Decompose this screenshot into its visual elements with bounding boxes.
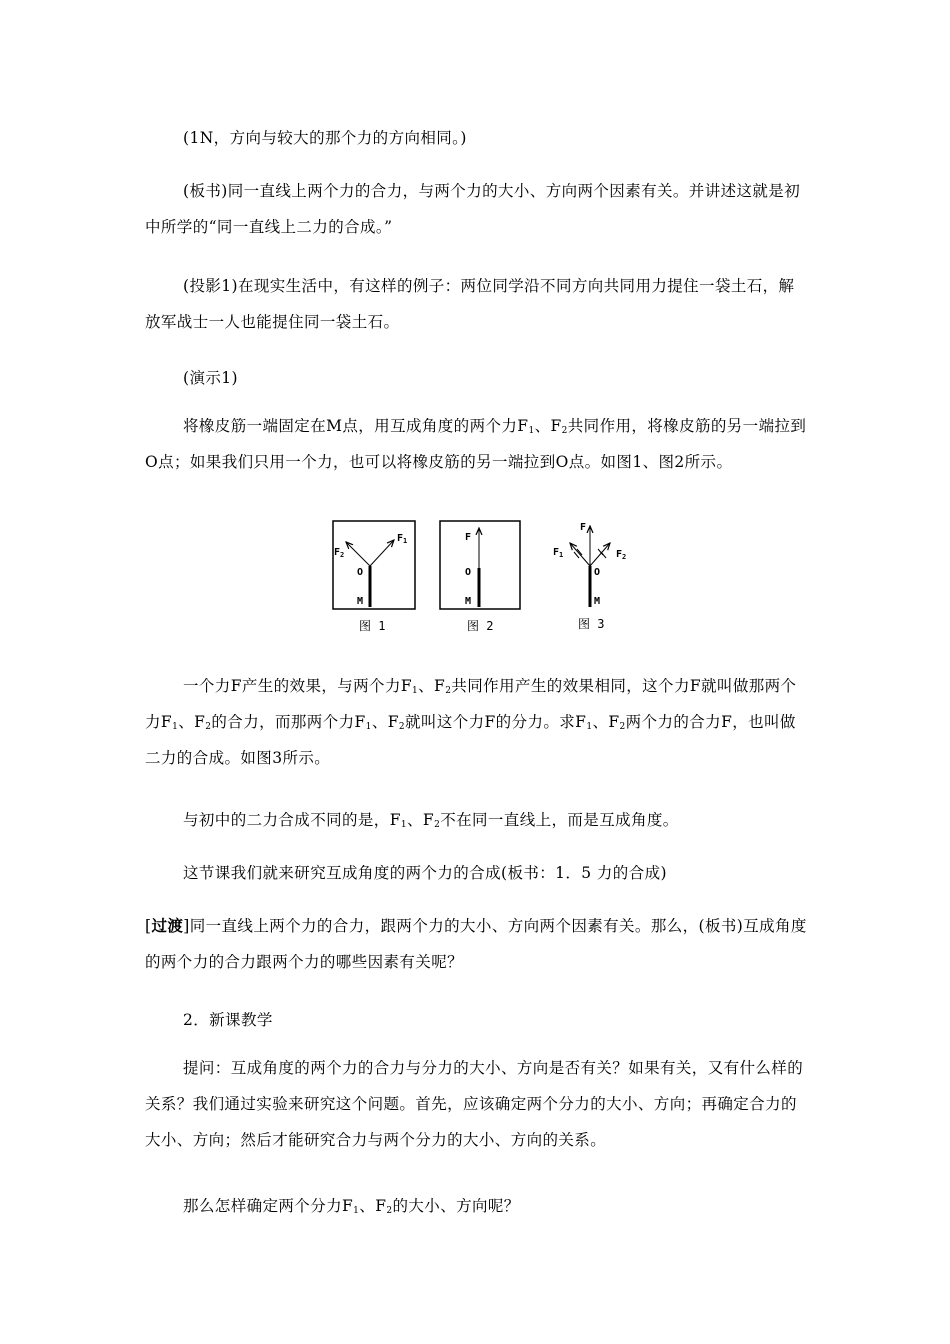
- label-m: M: [594, 596, 601, 607]
- figure-3-caption: 图 3: [578, 617, 605, 631]
- figure-2: [440, 521, 520, 633]
- paragraph-answer: (1N，方向与较大的那个力的方向相同。): [183, 129, 467, 147]
- svg-text:F1: $F_1$: [397, 533, 408, 545]
- label-f1: F: [397, 533, 404, 544]
- figure-1-caption: 图 1: [359, 619, 386, 633]
- paragraph-transition: [过渡]同一直线上两个力的合力，跟两个力的大小、方向两个因素有关。那么，(板书)互成角度的两个力的合力跟两个力的哪些因素有关呢？: [145, 916, 807, 971]
- transition-label: 过渡: [151, 916, 184, 935]
- label-f1: F: [553, 547, 560, 558]
- figure-1: [333, 521, 415, 633]
- paragraph-question: 提问：互成角度的两个力的合力与分力的大小、方向是否有关？如果有关，又有什么样的关系？我们通过实验来研究这个问题。首先，应该确定两个分力的大小、方向；再确定合力的大小、方向；然后才能研究合力与两个分力的大小、方向的关系。: [145, 1059, 804, 1149]
- paragraph-demo-label: (演示1): [183, 369, 238, 387]
- label-f: F: [465, 532, 472, 543]
- label-f2: F: [334, 547, 341, 558]
- paragraph-difference: 与初中的二力合成不同的是，$F_1$、$F_2$不在同一直线上，而是互成角度。: [183, 811, 679, 830]
- svg-text:F2: $F_2$: [616, 549, 627, 561]
- force-arrow-f2: [346, 542, 370, 566]
- force-arrow-f1: [570, 543, 590, 566]
- label-f: F: [580, 522, 587, 533]
- paragraph-lesson-topic: 这节课我们就来研究互成角度的两个力的合成(板书：1．5 力的合成): [183, 864, 667, 882]
- paragraph-projection: (投影1)在现实生活中，有这样的例子：两位同学沿不同方向共同用力提住一袋土石，解放军战士一人也能提住同一袋土石。: [145, 277, 795, 331]
- label-o: O: [465, 567, 472, 578]
- label-m: M: [357, 596, 364, 607]
- label-o: O: [357, 567, 364, 578]
- force-figures: [326, 518, 636, 638]
- paragraph-closing-question: 那么怎样确定两个分力$F_1$、$F_2$的大小、方向呢？: [183, 1197, 520, 1216]
- tick-mark: [601, 552, 606, 558]
- paragraph-resultant-definition: 一个力F产生的效果，与两个力$F_1$、$F_2$共同作用产生的效果相同，这个力F就叫做那两个力$F_1$、$F_2$的合力，而那两个力$F_1$、$F_2$就叫这个力F的分力。求$F_1$、$F_2$两个力的合力F，也叫做二力的合成。如图3所示。: [145, 677, 797, 767]
- paragraph-board-note: (板书)同一直线上两个力的合力，与两个力的大小、方向两个因素有关。并讲述这就是初中所学的“同一直线上二力的合成。”: [145, 182, 801, 236]
- label-o: O: [594, 567, 601, 578]
- label-m: M: [465, 596, 472, 607]
- section-heading-new-lesson: 2．新课教学: [183, 1011, 273, 1029]
- svg-text:F1: $F_1$: [553, 547, 564, 559]
- label-f2: F: [616, 549, 623, 560]
- paragraph-demo-description: 将橡皮筋一端固定在M点，用互成角度的两个力$F_1$、$F_2$共同作用，将橡皮筋的另一端拉到O点；如果我们只用一个力，也可以将橡皮筋的另一端拉到O点。如图1、图2所示。: [145, 417, 807, 471]
- figure-2-caption: 图 2: [467, 619, 494, 633]
- force-arrow-f2: [590, 543, 610, 566]
- figure-3: [553, 522, 626, 631]
- force-arrow-f1: [370, 540, 394, 566]
- svg-text:F2: $F_2$: [334, 547, 345, 559]
